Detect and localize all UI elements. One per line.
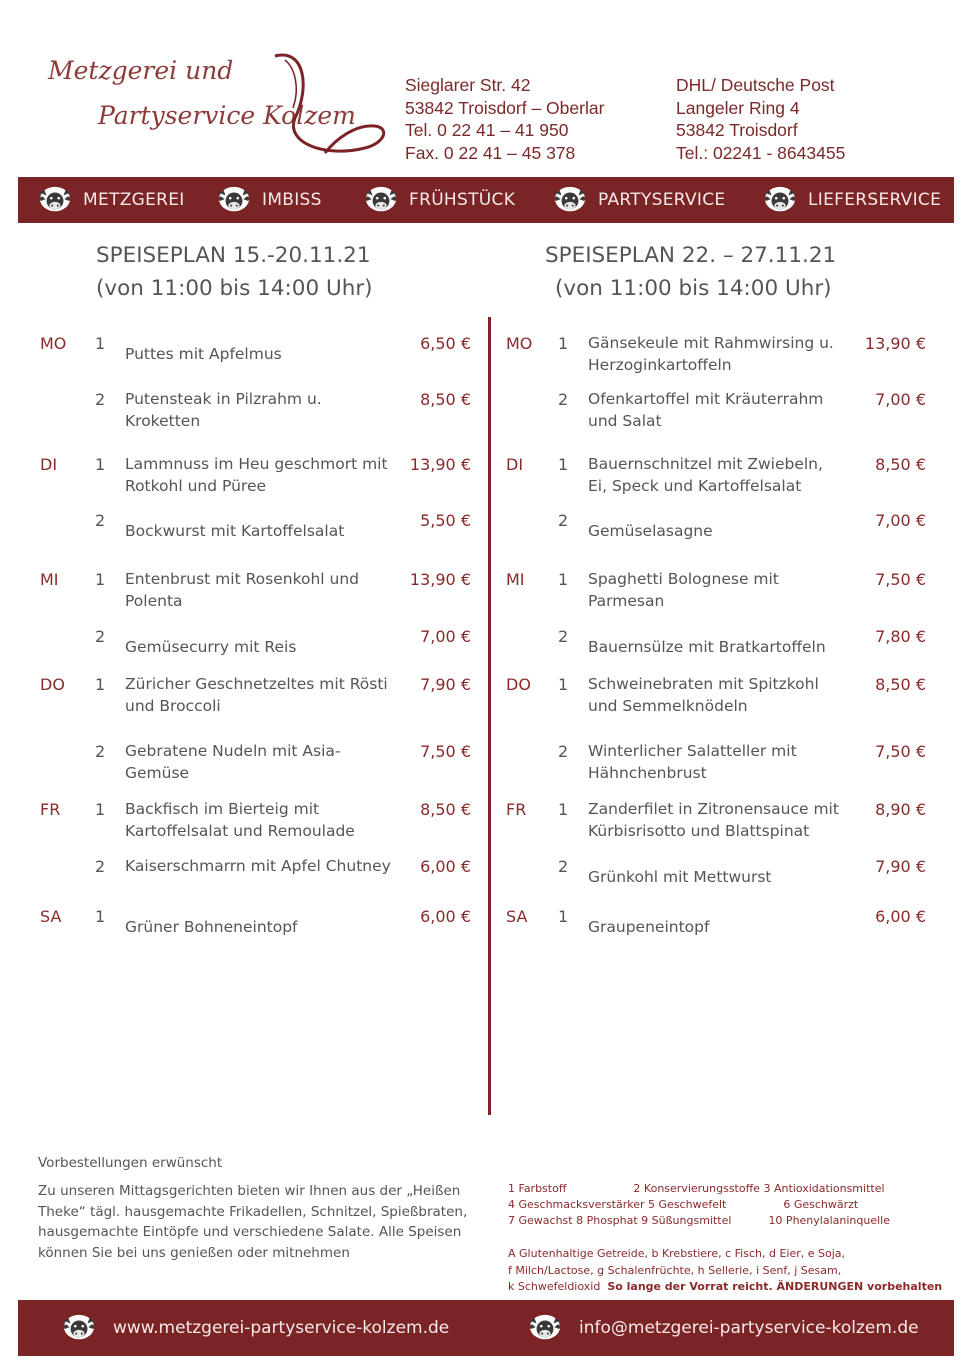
dish-number: 1 [95,455,106,474]
right-heading [545,239,836,305]
dish-name: Entenbrust mit Rosenkohl und Polenta [125,570,360,610]
allergens [508,1246,942,1296]
dish-name: Lammnuss im Heu geschmort mit Rotkohl und Püree [125,455,388,495]
dish-number: 1 [558,675,569,694]
cow-head-icon [60,1313,98,1343]
price: 8,90 € [875,800,926,819]
additive: 5 Geschwefelt [648,1198,727,1211]
address-city: 53842 Troisdorf – Oberlar [405,97,605,118]
additive: 8 Phosphat [576,1214,638,1227]
dish-name: Kaiserschmarrn mit Apfel Chutney [125,857,391,875]
day-label: SA [506,907,528,926]
dish-name: Gemüselasagne [588,522,713,540]
left-time: (von 11:00 bis 14:00 Uhr) [96,276,373,301]
address-fax: Fax. 0 22 41 – 45 378 [405,142,576,163]
dish-number: 2 [558,390,569,409]
additive: 7 Gewachst [508,1214,573,1227]
additive: 4 Geschmacksverstärker [508,1198,645,1211]
day-label: MI [40,570,59,589]
nav-label: METZGEREI [83,190,185,210]
dish-name: Ofenkartoffel mit Kräuterrahm und Salat [588,390,824,430]
footer-band [18,1300,954,1356]
day-label: FR [40,800,61,819]
price: 7,90 € [875,857,926,876]
day-label: DI [40,455,58,474]
address-street: Sieglarer Str. 42 [405,75,531,95]
address-block [405,74,604,164]
dish-name: Bauernsülze mit Bratkartoffeln [588,638,826,656]
price: 8,50 € [420,800,471,819]
notes-text: Zu unseren Mittagsgerichten bieten wir Ihnen aus der „Heißen Theke“ tägl. hausgemachte Frikadellen, Schnitzel, Spießbraten, hausgemachte Eintöpfe und verschiedene Salate. Alle Speisen können Sie bei uns genießen oder mitnehmen [38,1183,468,1261]
additive: 10 Phenylalaninquelle [768,1214,890,1227]
price: 8,50 € [875,675,926,694]
day-label: MO [506,334,533,353]
additives-row-1 [508,1181,885,1198]
cow-head-icon [362,185,400,215]
price: 7,50 € [875,742,926,761]
price: 8,50 € [875,455,926,474]
dhl-block [676,74,845,164]
nav-label: PARTYSERVICE [598,190,726,210]
additive: 2 Konservierungsstoffe [633,1182,760,1195]
additive: 1 Farbstoff [508,1182,567,1195]
price: 6,50 € [420,334,471,353]
cow-head-icon [551,185,589,215]
nav-item-fruehstueck [362,177,515,223]
additives-row-2 [508,1197,858,1214]
stock-notice: So lange der Vorrat reicht. ÄNDERUNGEN vorbehalten [607,1280,943,1293]
dish-number: 2 [558,742,569,761]
dhl-tel: Tel.: 02241 - 8643455 [676,142,846,163]
nav-item-imbiss [215,177,322,223]
dish-number: 1 [95,334,106,353]
dish-number: 1 [558,907,569,926]
address-tel: Tel. 0 22 41 – 41 950 [405,120,569,140]
price: 6,00 € [420,907,471,926]
dish-number: 1 [95,675,106,694]
logo-line-2: Partyservice Kolzem [98,101,356,130]
nav-item-metzgerei [36,177,185,223]
website-link[interactable]: www.metzgerei-partyservice-kolzem.de [113,1318,450,1338]
dish-number: 1 [558,800,569,819]
dish-name: Schweinebraten mit Spitzkohl und Semmelknödeln [588,675,819,715]
day-label: MI [506,570,525,589]
dish-name: Spaghetti Bolognese mit Parmesan [588,570,779,610]
dish-name: Gänsekeule mit Rahmwirsing u. Herzoginkartoffeln [588,334,834,374]
dish-name: Bockwurst mit Kartoffelsalat [125,522,345,540]
dish-number: 2 [95,511,106,530]
dish-name: Backfisch im Bierteig mit Kartoffelsalat und Remoulade [125,800,355,840]
footer-email[interactable] [526,1300,919,1356]
dish-number: 1 [95,907,106,926]
price: 13,90 € [864,334,926,353]
price: 6,00 € [420,857,471,876]
dhl-street: Langeler Ring 4 [676,97,800,118]
cow-head-icon [761,185,799,215]
cow-head-icon [36,185,74,215]
dish-number: 2 [558,511,569,530]
footer-web[interactable] [60,1300,449,1356]
dish-name: Grünkohl mit Mettwurst [588,868,772,886]
preorder-note: Vorbestellungen erwünscht [38,1155,223,1171]
nav-item-lieferservice [761,177,941,223]
nav-label: LIEFERSERVICE [808,190,942,210]
dish-number: 1 [558,570,569,589]
price: 7,80 € [875,627,926,646]
dish-number: 2 [95,742,106,761]
nav-item-partyservice [551,177,725,223]
category-band [18,177,954,223]
price: 7,00 € [420,627,471,646]
nav-label: FRÜHSTÜCK [409,190,516,210]
dish-number: 2 [95,390,106,409]
allergens-line-1: A Glutenhaltige Getreide, b Krebstiere, c Fisch, d Eier, e Soja, [508,1247,846,1260]
cow-head-icon [526,1313,564,1343]
dish-name: Gebratene Nudeln mit Asia-Gemüse [125,742,341,782]
logo-line-1: Metzgerei und [48,56,234,85]
price: 7,00 € [875,390,926,409]
dish-number: 1 [558,455,569,474]
additive: 9 Süßungsmittel [641,1214,732,1227]
additive: 3 Antioxidationsmittel [763,1182,885,1195]
cow-head-icon [215,185,253,215]
day-label: DO [506,675,531,694]
day-label: FR [506,800,527,819]
price: 7,50 € [420,742,471,761]
dhl-name: DHL/ Deutsche Post [676,75,835,95]
dish-number: 2 [558,627,569,646]
logo-swirl-icon [265,48,395,163]
price: 7,90 € [420,675,471,694]
dish-name: Bauernschnitzel mit Zwiebeln, Ei, Speck und Kartoffelsalat [588,455,823,495]
day-label: DI [506,455,524,474]
day-label: DO [40,675,65,694]
additives-row-3 [508,1213,890,1230]
dish-name: Gemüsecurry mit Reis [125,638,297,656]
day-label: SA [40,907,62,926]
left-title: SPEISEPLAN 15.-20.11.21 [96,243,371,268]
left-heading [96,239,373,305]
column-divider [488,317,491,1115]
dish-name: Graupeneintopf [588,918,710,936]
email-link[interactable]: info@metzgerei-partyservice-kolzem.de [579,1318,919,1338]
price: 7,50 € [875,570,926,589]
price: 5,50 € [420,511,471,530]
dish-name: Putensteak in Pilzrahm u. Kroketten [125,390,322,430]
allergens-line-3: k Schwefeldioxid [508,1280,601,1293]
nav-label: IMBISS [262,190,322,210]
right-time: (von 11:00 bis 14:00 Uhr) [555,276,832,301]
dish-number: 2 [95,857,106,876]
day-label: MO [40,334,67,353]
price: 13,90 € [409,570,471,589]
dish-name: Winterlicher Salatteller mit Hähnchenbrust [588,742,797,782]
dish-name: Grüner Bohneneintopf [125,918,298,936]
price: 13,90 € [409,455,471,474]
dish-name: Puttes mit Apfelmus [125,345,282,363]
price: 8,50 € [420,390,471,409]
dish-number: 1 [95,800,106,819]
price: 7,00 € [875,511,926,530]
dhl-city: 53842 Troisdorf [676,120,798,140]
additive: 6 Geschwärzt [783,1198,859,1211]
dish-number: 1 [95,570,106,589]
dish-number: 1 [558,334,569,353]
right-title: SPEISEPLAN 22. – 27.11.21 [545,243,837,268]
dish-name: Zanderfilet in Zitronensauce mit Kürbisrisotto und Blattspinat [588,800,839,840]
allergens-line-2: f Milch/Lactose, g Schalenfrüchte, h Sellerie, i Senf, j Sesam, [508,1263,842,1277]
dish-number: 2 [95,627,106,646]
dish-name: Züricher Geschnetzeltes mit Rösti und Broccoli [125,675,388,715]
dish-number: 2 [558,857,569,876]
price: 6,00 € [875,907,926,926]
